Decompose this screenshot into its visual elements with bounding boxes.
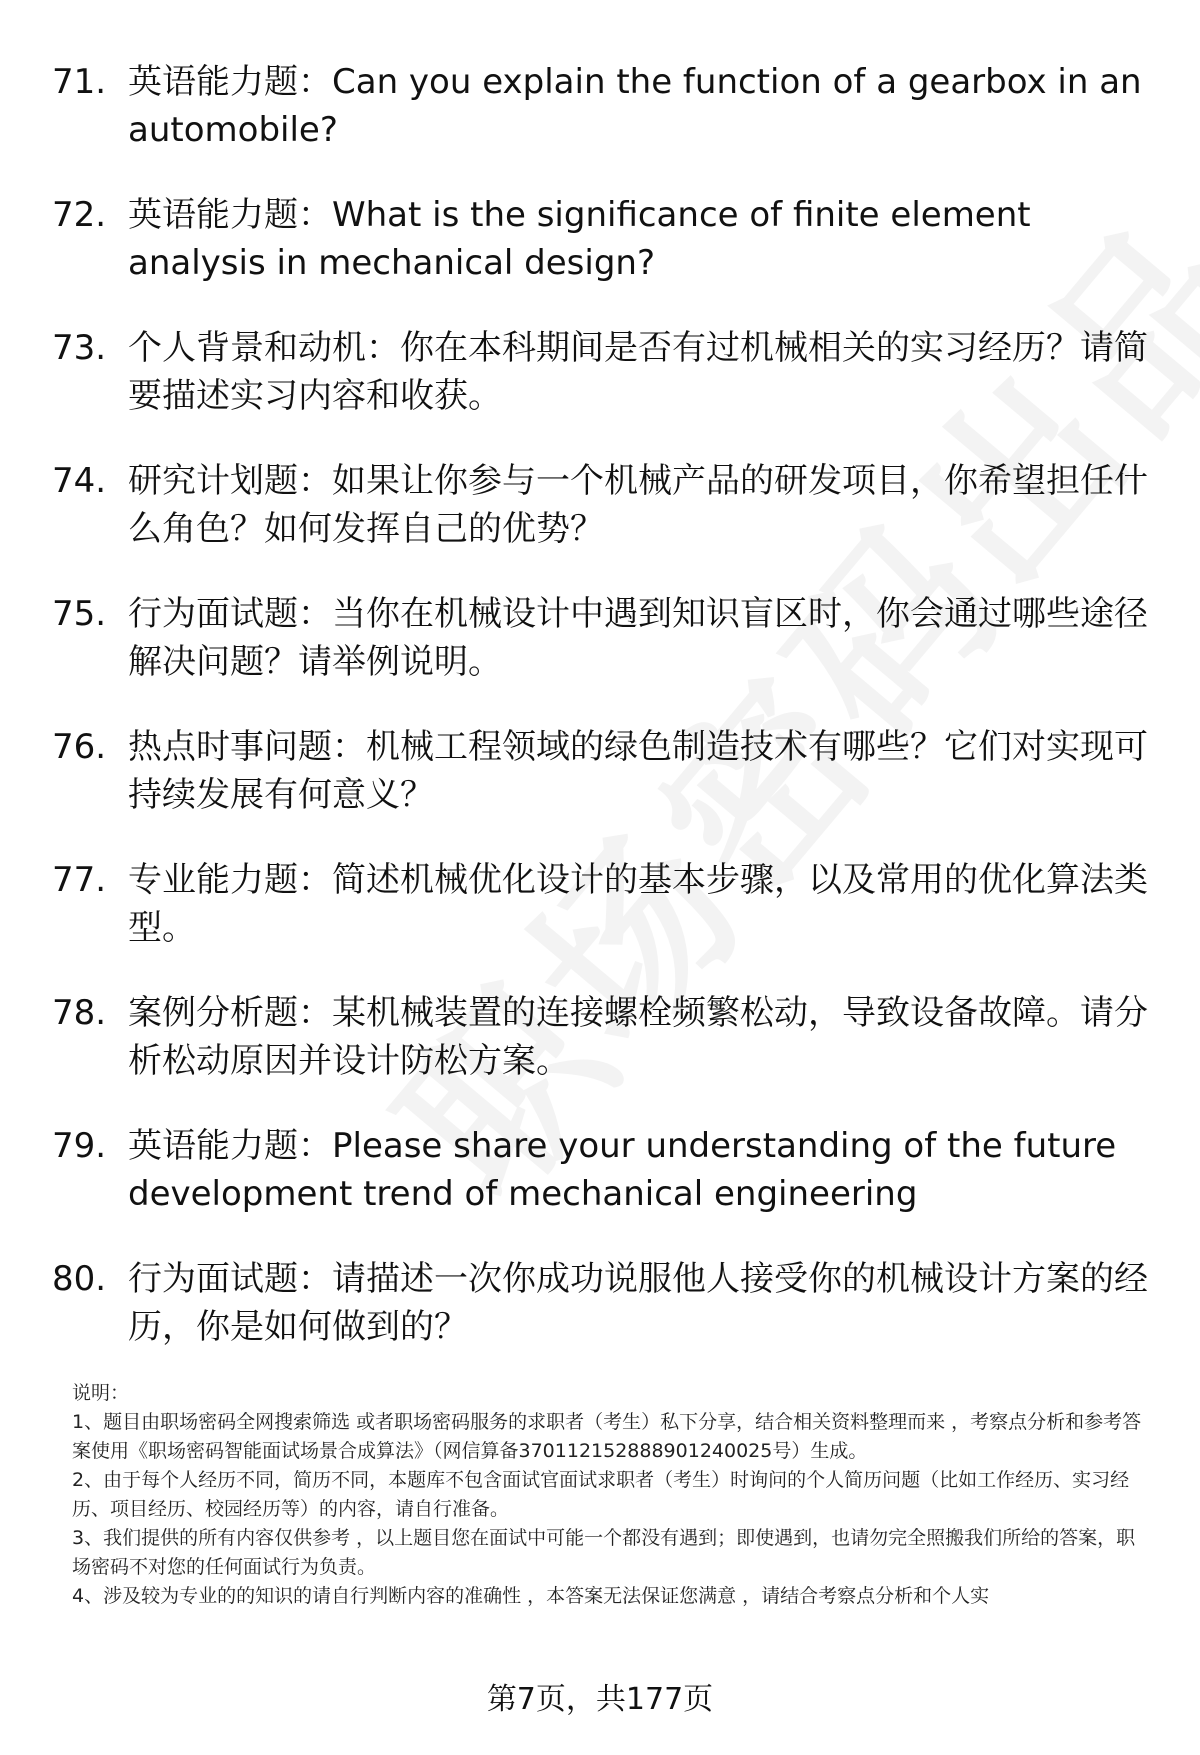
question-number: 76. [52, 727, 107, 767]
question-number: 79. [52, 1126, 107, 1166]
notes-section [72, 1379, 1152, 1611]
question-item [0, 324, 1200, 457]
question-number: 74. [52, 461, 107, 501]
question-number: 71. [52, 62, 107, 102]
question-number: 73. [52, 328, 107, 368]
question-text: 个人背景和动机：你在本科期间是否有过机械相关的实习经历？请简要描述实习内容和收获。 [128, 328, 1148, 416]
question-number: 72. [52, 195, 107, 235]
question-text: 行为面试题：请描述一次你成功说服他人接受你的机械设计方案的经历，你是如何做到的？ [128, 1259, 1148, 1347]
question-text: 专业能力题：简述机械优化设计的基本步骤，以及常用的优化算法类型。 [128, 860, 1148, 948]
question-number: 78. [52, 993, 107, 1033]
question-item [0, 191, 1200, 324]
page-number: 第7页，共177页 [486, 1682, 714, 1717]
notes-heading: 说明： [72, 1382, 130, 1404]
note-item: 4、涉及较为专业的的知识的请自行判断内容的准确性 ，本答案无法保证您满意 ，请结合考察点分析和个人实 [72, 1585, 990, 1607]
note-item: 2、由于每个人经历不同，简历不同，本题库不包含面试官面试求职者（考生）时询问的个人简历问题（比如工作经历、实习经历、项目经历、校园经历等）的内容，请自行准备。 [72, 1469, 1130, 1520]
note-item: 3、我们提供的所有内容仅供参考 ，以上题目您在面试中可能一个都没有遇到；即使遇到，也请勿完全照搬我们所给的答案，职场密码不对您的任何面试行为负责。 [72, 1527, 1136, 1578]
question-text: 行为面试题：当你在机械设计中遇到知识盲区时，你会通过哪些途径解决问题？请举例说明。 [128, 594, 1148, 682]
question-item [0, 1122, 1200, 1255]
question-item [0, 1255, 1200, 1388]
question-text: 热点时事问题：机械工程领域的绿色制造技术有哪些？它们对实现可持续发展有何意义？ [128, 727, 1148, 815]
question-item [0, 58, 1200, 191]
question-text: 研究计划题：如果让你参与一个机械产品的研发项目，你希望担任什么角色？如何发挥自己的优势？ [128, 461, 1148, 549]
question-item [0, 856, 1200, 989]
question-item [0, 590, 1200, 723]
question-item [0, 723, 1200, 856]
question-number: 77. [52, 860, 107, 900]
note-item: 1、题目由职场密码全网搜索筛选 或者职场密码服务的求职者（考生）私下分享，结合相关资料整理而来 ，考察点分析和参考答案使用《职场密码智能面试场景合成算法》（网信算备370112152888901240025号）生成。 [72, 1411, 1142, 1462]
question-number: 80. [52, 1259, 107, 1299]
question-text: 案例分析题：某机械装置的连接螺栓频繁松动，导致设备故障。请分析松动原因并设计防松方案。 [128, 993, 1148, 1081]
question-list [0, 58, 1200, 1388]
question-text: 英语能力题：Please share your understanding of the future development trend of mechanical engineering [128, 1126, 1117, 1214]
question-number: 75. [52, 594, 107, 634]
question-text: 英语能力题：Can you explain the function of a gearbox in an automobile? [128, 62, 1142, 150]
question-item [0, 457, 1200, 590]
question-text: 英语能力题：What is the significance of finite element analysis in mechanical design? [128, 195, 1031, 283]
question-item [0, 989, 1200, 1122]
